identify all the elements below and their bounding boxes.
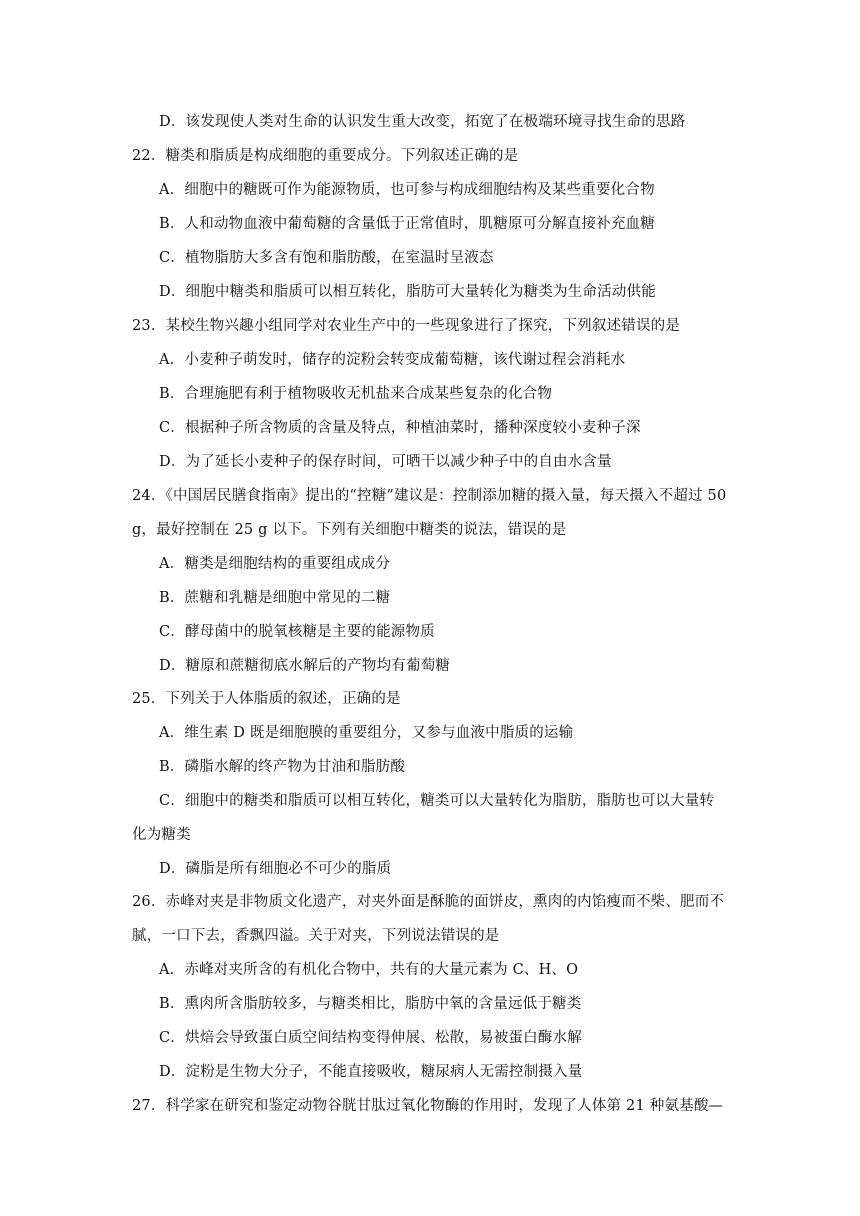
question-line: 24．《中国居民膳食指南》提出的“控糖”建议是：控制添加糖的摄入量，每天摄入不超过 50 bbox=[132, 488, 727, 504]
continuation-line: 化为糖类 bbox=[132, 827, 191, 843]
question-line: 22．糖类和脂质是构成细胞的重要成分。下列叙述正确的是 bbox=[132, 148, 519, 164]
option-line: A．小麦种子萌发时，储存的淀粉会转变成葡萄糖，该代谢过程会消耗水 bbox=[159, 352, 626, 368]
option-line: B．熏肉所含脂肪较多，与糖类相比，脂肪中氧的含量远低于糖类 bbox=[159, 996, 582, 1012]
option-line: A．维生素 D 既是细胞膜的重要组分，又参与血液中脂质的运输 bbox=[159, 725, 574, 741]
option-line: C．烘焙会导致蛋白质空间结构变得伸展、松散，易被蛋白酶水解 bbox=[159, 1030, 582, 1046]
option-line: D．为了延长小麦种子的保存时间，可晒干以减少种子中的自由水含量 bbox=[159, 454, 612, 470]
option-line: A．赤峰对夹所含的有机化合物中，共有的大量元素为 C、H、O bbox=[159, 962, 579, 978]
question-line: 25．下列关于人体脂质的叙述，正确的是 bbox=[132, 691, 401, 707]
option-line: C．根据种子所含物质的含量及特点，种植油菜时，播种深度较小麦种子深 bbox=[159, 420, 641, 436]
continuation-line: 腻，一口下去，香飘四溢。关于对夹，下列说法错误的是 bbox=[132, 928, 500, 944]
option-line: C．植物脂肪大多含有饱和脂肪酸，在室温时呈液态 bbox=[159, 250, 494, 266]
option-line: D．细胞中糖类和脂质可以相互转化，脂肪可大量转化为糖类为生命活动供能 bbox=[159, 284, 656, 300]
option-line: C．细胞中的糖类和脂质可以相互转化，糖类可以大量转化为脂肪，脂肪也可以大量转 bbox=[159, 793, 715, 809]
question-line: 27．科学家在研究和鉴定动物谷胱甘肽过氧化物酶的作用时，发现了人体第 21 种氨基酸— bbox=[132, 1098, 724, 1114]
option-line: C．酵母菌中的脱氧核糖是主要的能源物质 bbox=[159, 624, 435, 640]
option-line: A．细胞中的糖既可作为能源物质，也可参与构成细胞结构及某些重要化合物 bbox=[159, 182, 655, 198]
question-line: 23．某校生物兴趣小组同学对农业生产中的一些现象进行了探究，下列叙述错误的是 bbox=[132, 318, 681, 334]
option-line: B．合理施肥有利于植物吸收无机盐来合成某些复杂的化合物 bbox=[159, 386, 553, 402]
question-line: 26．赤峰对夹是非物质文化遗产，对夹外面是酥脆的面饼皮，熏肉的内馅瘦而不柴、肥而不 bbox=[132, 894, 725, 910]
option-line: B．蔗糖和乳糖是细胞中常见的二糖 bbox=[159, 590, 391, 606]
option-line: D．糖原和蔗糖彻底水解后的产物均有葡萄糖 bbox=[159, 658, 451, 674]
option-line: A．糖类是细胞结构的重要组成成分 bbox=[159, 556, 391, 572]
option-line: D．淀粉是生物大分子，不能直接吸收，糖尿病人无需控制摄入量 bbox=[159, 1064, 583, 1080]
option-line: D．该发现使人类对生命的认识发生重大改变，拓宽了在极端环境寻找生命的思路 bbox=[159, 114, 686, 130]
option-line: B．人和动物血液中葡萄糖的含量低于正常值时，肌糖原可分解直接补充血糖 bbox=[159, 216, 655, 232]
continuation-line: g，最好控制在 25 g 以下。下列有关细胞中糖类的说法，错误的是 bbox=[132, 522, 567, 538]
option-line: D．磷脂是所有细胞必不可少的脂质 bbox=[159, 861, 392, 877]
option-line: B．磷脂水解的终产物为甘油和脂肪酸 bbox=[159, 759, 406, 775]
